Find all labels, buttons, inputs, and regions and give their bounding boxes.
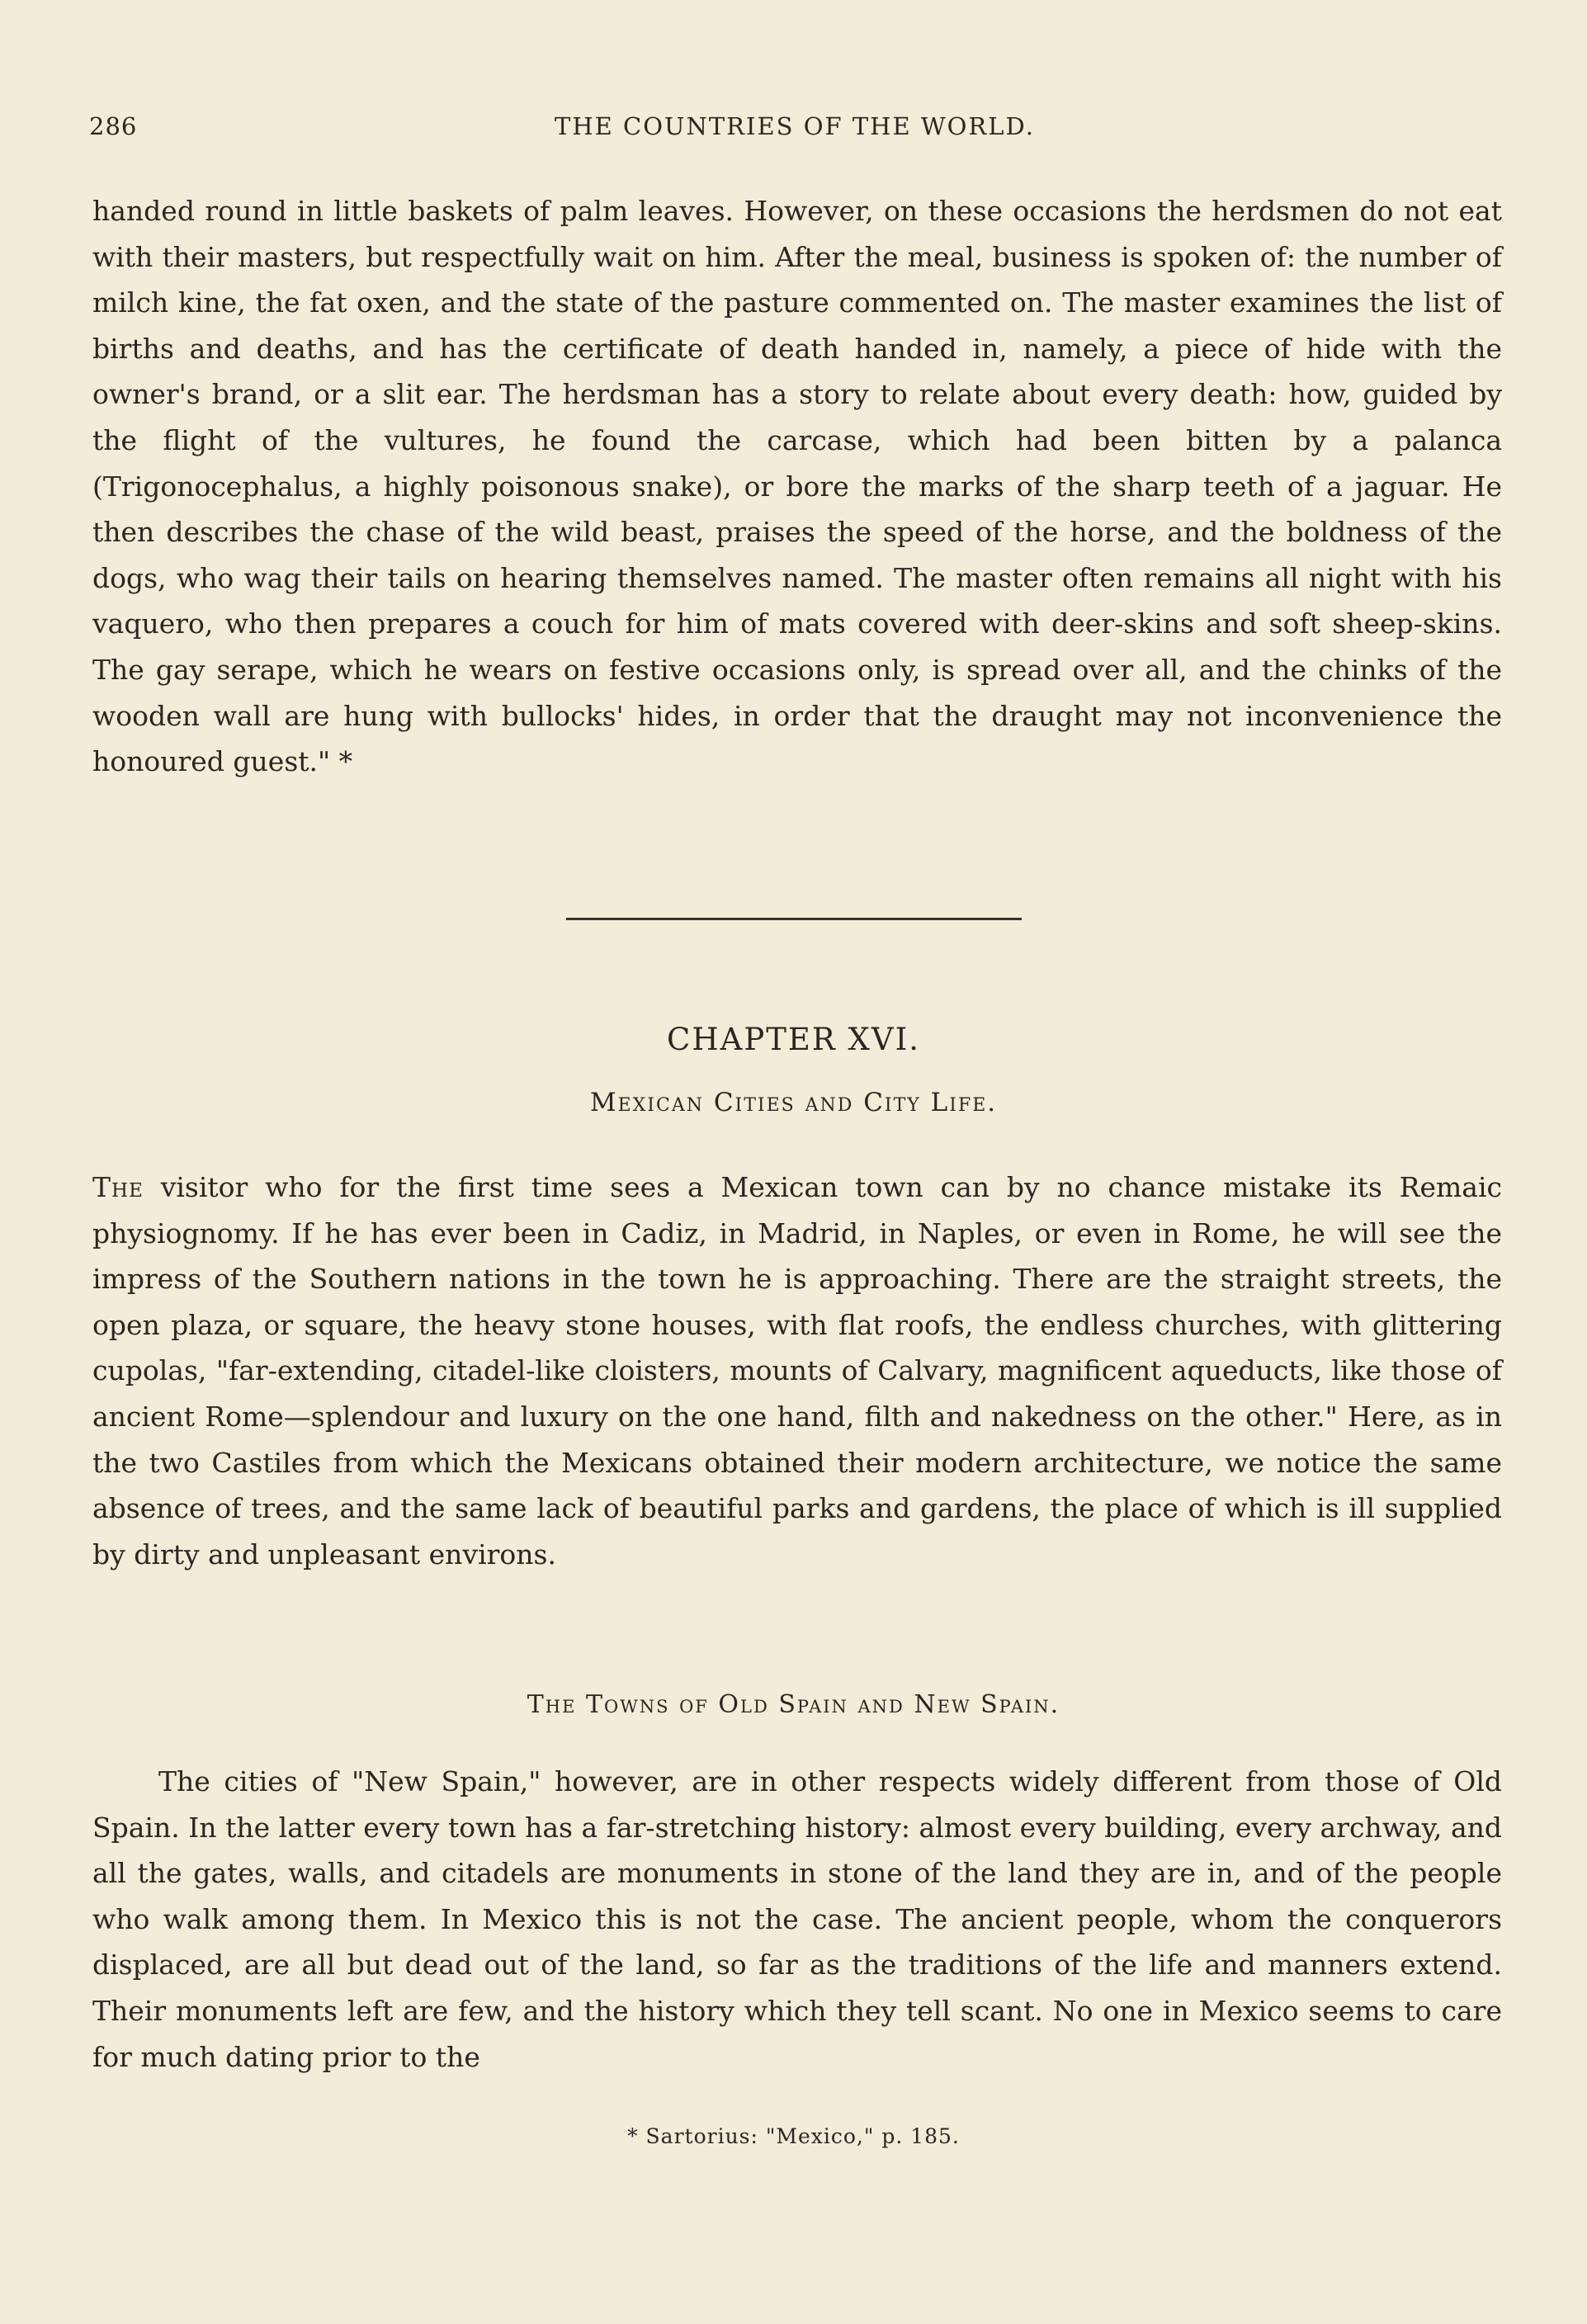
chapter-opening-paragraph-block: [92, 1164, 1502, 1577]
continued-paragraph: handed round in little baskets of palm leaves. However, on these occasions the herdsmen do not eat with their masters, but respectfully wait on him. After the meal, business is spoken of: the number of milch kine, the fat oxen, and the state of the pasture commented on. The master examines the list of births and deaths, and has the certificate of death handed in, namely, a piece of hide with the owner's brand, or a slit ear. The herdsman has a story to relate about every death: how, guided by the flight of the vultures, he found the carcase, which had been bitten by a palanca (Trigonocephalus, a highly poisonous snake), or bore the marks of the sharp teeth of a jaguar. He then describes the chase of the wild beast, praises the speed of the horse, and the boldness of the dogs, who wag their tails on hearing themselves named. The master often remains all night with his vaquero, who then prepares a couch for him of mats covered with deer-skins and soft sheep-skins. The gay serape, which he wears on festive occasions only, is spread over all, and the chinks of the wooden wall are hung with bullocks' hides, in order that the draught may not inconvenience the honoured guest." *: [92, 195, 1502, 778]
section-paragraph-block: [92, 1759, 1502, 2080]
chapter-opening-lead-word: The: [92, 1171, 144, 1203]
chapter-heading: CHAPTER XVI.: [667, 1022, 920, 1057]
continued-paragraph-block: [92, 188, 1502, 785]
chapter-subtitle: Mexican Cities and City Life.: [589, 1088, 998, 1117]
section-paragraph: The cities of "New Spain," however, are in other respects widely different from those of Old Spain. In the latter every town has a far-stretching history: almost every building, every archway, and all the gates, walls, and citadels are monuments in stone of the land they are in, and of the people who walk among them. In Mexico this is not the case. The ancient people, whom the conquerors displaced, are all but dead out of the land, so far as the traditions of the life and manners extend. Their monuments left are few, and the history which they tell scant. No one in Mexico seems to care for much dating prior to the: [92, 1765, 1502, 2073]
chapter-opening-paragraph: [92, 1164, 1502, 1577]
chapter-divider-rule: [566, 918, 1022, 920]
running-title: THE COUNTRIES OF THE WORLD.: [555, 112, 1035, 140]
running-head: [89, 112, 1500, 149]
page-number: 286: [89, 112, 138, 140]
chapter-opening-text: visitor who for the first time sees a Mexican town can by no chance mistake its Remaic physiognomy. If he has ever been in Cadiz, in Madrid, in Naples, or even in Rome, he will see the impress of the Southern nations in the town he is approaching. There are the straight streets, the open plaza, or square, the heavy stone houses, with flat roofs, the endless churches, with glittering cupolas, "far-extending, citadel-like cloisters, mounts of Calvary, magnificent aqueducts, like those of ancient Rome—splendour and luxury on the one hand, filth and nakedness on the other." Here, as in the two Castiles from which the Mexicans obtained their modern architecture, we notice the same absence of trees, and the same lack of beautiful parks and gardens, the place of which is ill supplied by dirty and unpleasant environs.: [92, 1171, 1502, 1571]
footnote: * Sartorius: "Mexico," p. 185.: [627, 2124, 960, 2148]
section-heading: The Towns of Old Spain and New Spain.: [527, 1690, 1060, 1719]
